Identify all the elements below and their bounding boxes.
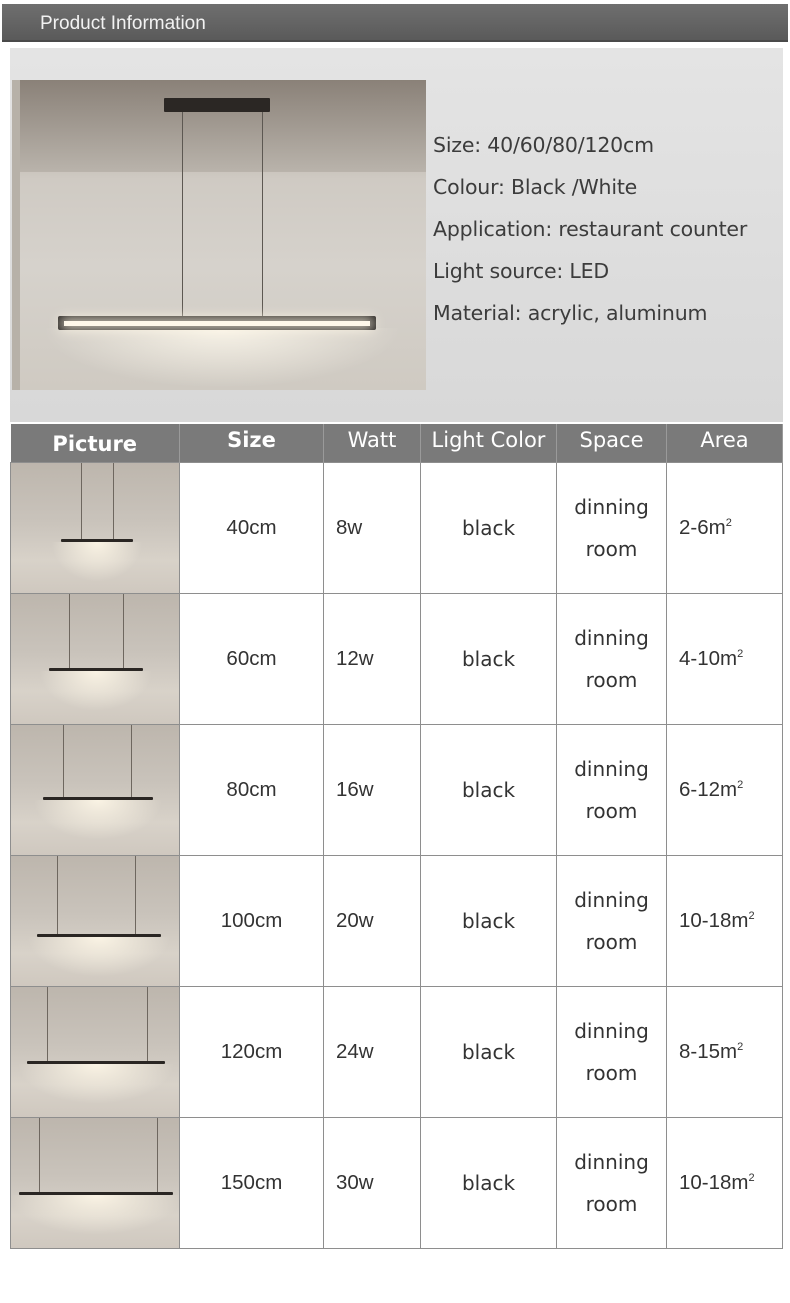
watt-cell: 8w xyxy=(324,462,421,593)
thumbnail-cell xyxy=(11,462,180,593)
area-value: 10-18m xyxy=(679,908,749,932)
table-row xyxy=(11,855,783,986)
area-unit-sup: 2 xyxy=(748,909,755,922)
spec-application: Application: restaurant counter xyxy=(433,217,748,241)
area-unit-sup: 2 xyxy=(748,1171,755,1184)
space-line-1: dinning xyxy=(574,1018,649,1043)
space-cell xyxy=(557,593,667,724)
header-light-color: Light Color xyxy=(421,424,557,462)
space-line-2: room xyxy=(585,798,638,823)
area-cell xyxy=(667,462,783,593)
table-row xyxy=(11,1117,783,1248)
product-thumbnail xyxy=(11,1118,179,1248)
size-table xyxy=(10,424,783,1249)
light-color-cell: black xyxy=(421,462,557,593)
section-title: Product Information xyxy=(40,13,206,34)
area-value: 4-10m xyxy=(679,646,738,670)
area-value: 10-18m xyxy=(679,1170,749,1194)
area-unit-sup: 2 xyxy=(737,778,744,791)
space-cell xyxy=(557,855,667,986)
product-thumbnail xyxy=(11,594,179,724)
size-cell: 120cm xyxy=(180,986,324,1117)
header-area: Area xyxy=(667,424,783,462)
space-line-1: dinning xyxy=(574,756,649,781)
space-cell xyxy=(557,1117,667,1248)
area-cell xyxy=(667,724,783,855)
space-line-1: dinning xyxy=(574,494,649,519)
watt-cell: 12w xyxy=(324,593,421,724)
section-header xyxy=(2,4,788,42)
header-picture: Picture xyxy=(11,424,180,462)
size-cell: 150cm xyxy=(180,1117,324,1248)
pendant-light-bar xyxy=(58,316,376,330)
table-row xyxy=(11,462,783,593)
table-row xyxy=(11,593,783,724)
watt-cell: 16w xyxy=(324,724,421,855)
area-cell xyxy=(667,1117,783,1248)
light-color-cell: black xyxy=(421,1117,557,1248)
thumbnail-cell xyxy=(11,724,180,855)
area-value: 6-12m xyxy=(679,777,738,801)
thumbnail-cell xyxy=(11,593,180,724)
product-thumbnail xyxy=(11,463,179,593)
light-color-cell: black xyxy=(421,855,557,986)
product-thumbnail xyxy=(11,725,179,855)
thumbnail-cell xyxy=(11,855,180,986)
space-line-1: dinning xyxy=(574,887,649,912)
area-unit-sup: 2 xyxy=(725,516,732,529)
product-thumbnail xyxy=(11,987,179,1117)
spec-list xyxy=(433,128,778,338)
size-cell: 40cm xyxy=(180,462,324,593)
thumbnail-cell xyxy=(11,1117,180,1248)
space-cell xyxy=(557,724,667,855)
product-photo xyxy=(12,80,426,390)
area-cell xyxy=(667,855,783,986)
spec-light-source: Light source: LED xyxy=(433,259,609,283)
header-space: Space xyxy=(557,424,667,462)
table-row xyxy=(11,724,783,855)
space-line-1: dinning xyxy=(574,1149,649,1174)
product-thumbnail xyxy=(11,856,179,986)
watt-cell: 20w xyxy=(324,855,421,986)
space-line-2: room xyxy=(585,667,638,692)
spec-material: Material: acrylic, aluminum xyxy=(433,301,708,325)
area-unit-sup: 2 xyxy=(737,1040,744,1053)
space-line-2: room xyxy=(585,1191,638,1216)
table-header-row xyxy=(11,424,783,462)
thumbnail-cell xyxy=(11,986,180,1117)
space-line-2: room xyxy=(585,929,638,954)
light-color-cell: black xyxy=(421,593,557,724)
header-size: Size xyxy=(180,424,324,462)
area-unit-sup: 2 xyxy=(737,647,744,660)
space-line-2: room xyxy=(585,536,638,561)
area-cell xyxy=(667,593,783,724)
area-cell xyxy=(667,986,783,1117)
light-color-cell: black xyxy=(421,986,557,1117)
space-cell xyxy=(557,462,667,593)
ceiling-canopy xyxy=(164,98,270,112)
spec-colour: Colour: Black /White xyxy=(433,175,638,199)
table-row xyxy=(11,986,783,1117)
light-color-cell: black xyxy=(421,724,557,855)
area-value: 8-15m xyxy=(679,1039,738,1063)
space-cell xyxy=(557,986,667,1117)
spec-size: Size: 40/60/80/120cm xyxy=(433,133,654,157)
space-line-2: room xyxy=(585,1060,638,1085)
space-line-1: dinning xyxy=(574,625,649,650)
header-watt: Watt xyxy=(324,424,421,462)
watt-cell: 24w xyxy=(324,986,421,1117)
watt-cell: 30w xyxy=(324,1117,421,1248)
area-value: 2-6m xyxy=(679,515,726,539)
size-cell: 60cm xyxy=(180,593,324,724)
size-cell: 80cm xyxy=(180,724,324,855)
size-cell: 100cm xyxy=(180,855,324,986)
